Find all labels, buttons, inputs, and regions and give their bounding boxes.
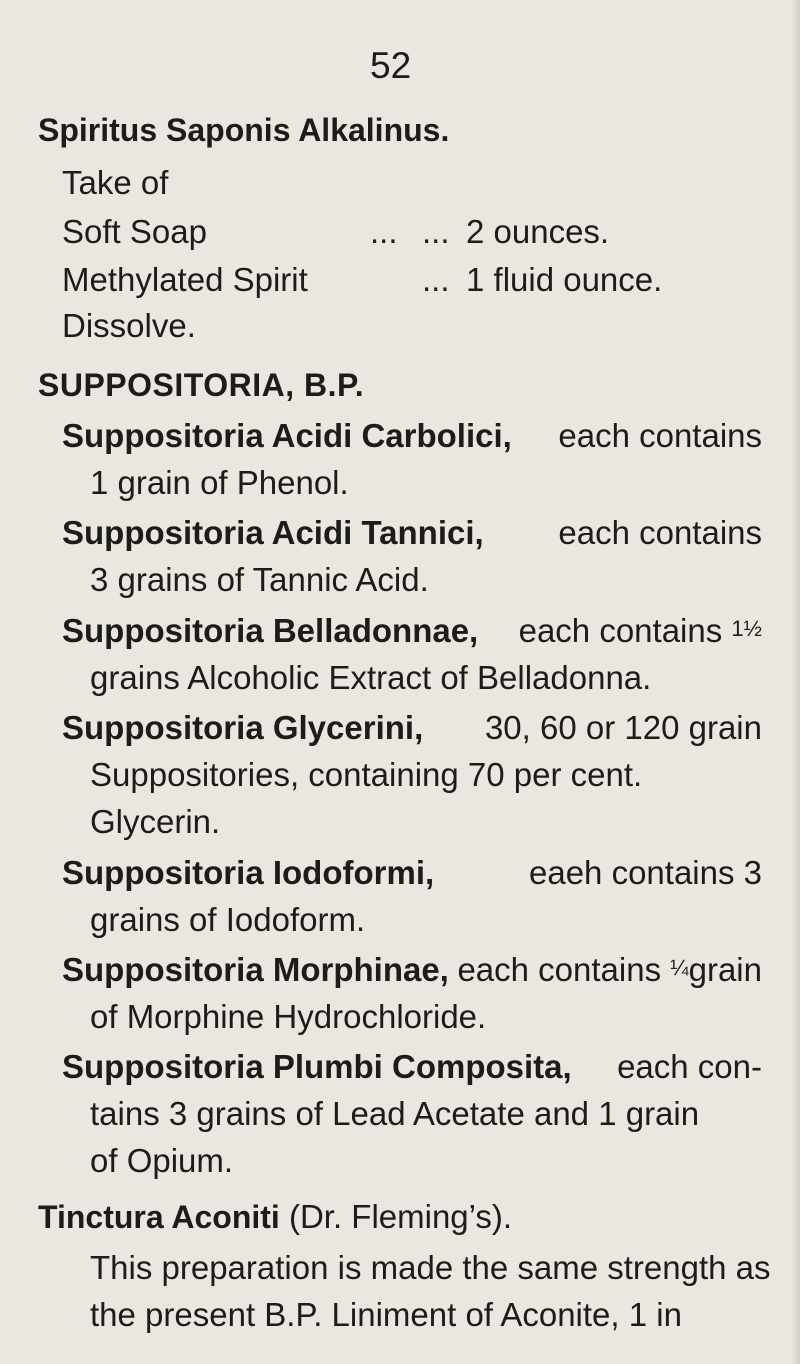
preparation-label <box>457 1319 637 1356</box>
entry-text: each contains <box>518 612 723 649</box>
entry-text: 3 grains of Tannic Acid. <box>90 561 429 598</box>
fraction <box>90 1325 127 1347</box>
tinctura-text-line: the present B.P. Liniment of Aconite, 1 in <box>90 1296 682 1333</box>
ingredient-name: Methylated Spirit <box>62 261 308 298</box>
entry-title: Suppositoria Acidi Carbolici, <box>62 417 512 454</box>
tinctura-text <box>90 1248 771 1288</box>
entry-text: of Morphine Hydrochloride. <box>90 998 487 1035</box>
tinctura-heading-rest: (Dr. Fleming’s). <box>288 1198 513 1235</box>
entry-text-line: tains 3 grains of Lead Acetate and 1 grain <box>90 1095 700 1132</box>
preparation-text <box>646 1319 800 1356</box>
entry-glycerini-line1 <box>62 708 762 748</box>
leader-dots: ... <box>370 213 398 250</box>
entry-text <box>90 755 762 795</box>
tinctura-text-line <box>136 1319 448 1356</box>
entry-text-line: Suppositories, containing 70 per cent. <box>90 756 643 793</box>
take-of-text: Take of <box>62 164 169 201</box>
entry-text: of Opium. <box>90 1142 234 1179</box>
suppositoria-heading: SUPPOSITORIA, B.P. <box>38 367 365 403</box>
leader-dots: ... <box>422 213 450 250</box>
entry-text: grain <box>688 951 762 988</box>
tinctura-heading: Tinctura Aconiti <box>38 1199 280 1235</box>
entry-belladonnae-line1 <box>62 611 762 651</box>
entry-text: grains Alcoholic Extract of Belladonna. <box>90 659 652 696</box>
page-number: 52 <box>370 45 412 86</box>
entry-tannici-line1 <box>62 513 762 553</box>
page-edge-shadow <box>790 0 800 1364</box>
entry-title: Suppositoria Plumbi Composita, <box>62 1048 572 1085</box>
fraction: ¼ <box>670 955 689 980</box>
entry-title: Suppositoria Belladonnae, <box>62 612 479 649</box>
entry-title: Suppositoria Morphinae, <box>62 951 449 988</box>
entry-text: 30, 60 or 120 grain <box>484 709 762 746</box>
entry-text: each con- <box>617 1048 762 1085</box>
entry-text: Glycerin. <box>90 803 221 840</box>
entry-morphinae-line1 <box>62 950 762 990</box>
entry-iodoformi-line1 <box>62 853 762 893</box>
entry-plumbi-line1 <box>62 1047 762 1087</box>
entry-carbolici-line1 <box>62 416 762 456</box>
entry-text: each contains <box>558 417 762 454</box>
entry-text: grains of Iodoform. <box>90 901 366 938</box>
entry-title: Suppositoria Acidi Tannici, <box>62 514 484 551</box>
fraction: 1½ <box>731 616 762 641</box>
ingredient-name: Soft Soap <box>62 213 207 250</box>
entry-text: each contains <box>457 951 662 988</box>
entry-text: 1 grain of Phenol. <box>90 464 349 501</box>
entry-text <box>90 1094 762 1134</box>
entry-text: eaeh contains 3 <box>528 854 762 891</box>
entry-title: Suppositoria Glycerini, <box>62 709 424 746</box>
entry-text: each contains <box>558 514 762 551</box>
tinctura-text-line: This preparation is made the same strength as <box>90 1249 771 1286</box>
leader-dots: ... <box>422 261 450 298</box>
entry-title: Suppositoria Iodoformi, <box>62 854 435 891</box>
tinctura-heading-line <box>38 1197 512 1237</box>
dissolve-text: Dissolve. <box>62 307 196 344</box>
spiritus-heading: Spiritus Saponis Alkalinus. <box>38 112 450 148</box>
ingredient-amount: 1 fluid ounce. <box>466 261 663 298</box>
ingredient-amount: 2 ounces. <box>466 213 610 250</box>
